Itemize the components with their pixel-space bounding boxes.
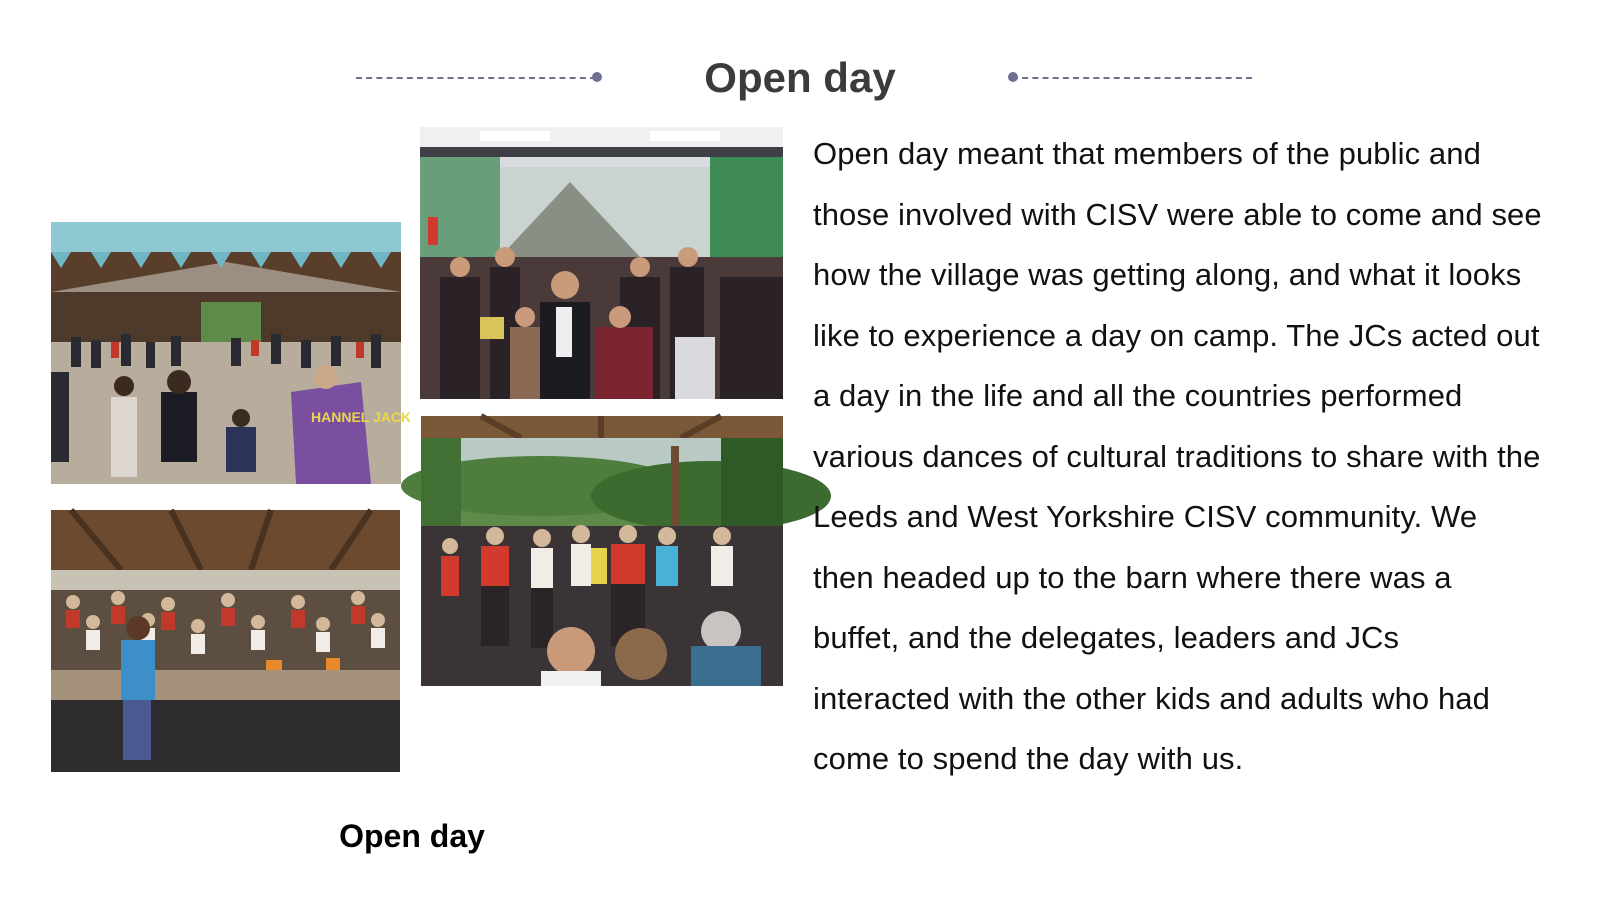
photo-indoor-crowd [420, 127, 783, 399]
photo-audience-benches [51, 510, 400, 772]
photo-caption: Open day [339, 818, 485, 854]
slide-header [0, 48, 1600, 108]
slide-title: Open day [704, 54, 896, 101]
body-paragraph: Open day meant that members of the public and those involved with CISV were able to come and see how the village was getting along, and what it looks like to experience a day on camp. The JCs acted out a day in the life and all the countries performed various dances of cultural traditions to share with the Leeds and West Yorkshire CISV community. We then headed up to the barn where there was a buffet, and the delegates, leaders and JCs interacted with the other kids and adults who had come to spend the day with us. [813, 136, 1542, 776]
photo-hall-circle [51, 222, 412, 484]
photo-outdoor-dance [421, 416, 783, 686]
svg-text:HANNEL JACK: HANNEL JACK [311, 409, 412, 425]
right-dashed-rule [1012, 77, 1252, 79]
